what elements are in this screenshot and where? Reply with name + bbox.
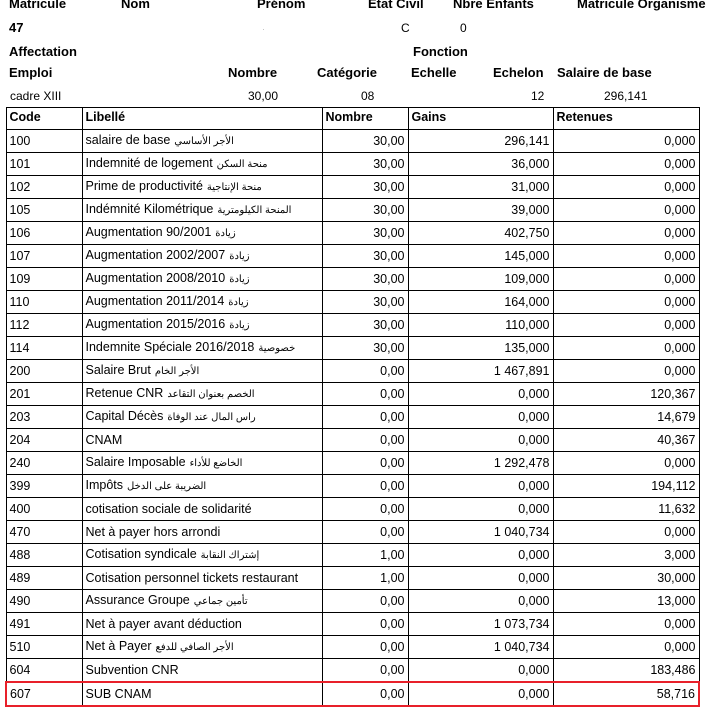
libelle-text: CNAM bbox=[85, 433, 123, 447]
table-row bbox=[6, 199, 699, 222]
libelle-text: Indémnité Kilométrique bbox=[85, 202, 214, 216]
libelle-arabic-text: زيادة bbox=[229, 274, 250, 285]
cell-libelle bbox=[82, 452, 322, 475]
cell-libelle bbox=[82, 176, 322, 199]
fonction-label: Fonction bbox=[413, 44, 468, 59]
cell-nombre: 1,00 bbox=[322, 544, 408, 567]
salaire-base-value: 296,141 bbox=[604, 89, 648, 103]
cell-code: 106 bbox=[6, 222, 82, 245]
cell-retenues: 194,112 bbox=[553, 475, 699, 498]
cell-libelle bbox=[82, 475, 322, 498]
cell-gains: 0,000 bbox=[408, 383, 553, 406]
cell-code: 607 bbox=[6, 682, 82, 706]
libelle-text: Cotisation personnel tickets restaurant bbox=[85, 571, 299, 585]
col-header-nombre: Nombre bbox=[322, 108, 408, 130]
cell-code: 491 bbox=[6, 613, 82, 636]
libelle-text: cotisation sociale de solidarité bbox=[85, 502, 252, 516]
cell-gains: 36,000 bbox=[408, 153, 553, 176]
libelle-text: Indemnité de logement bbox=[85, 156, 213, 170]
cell-retenues: 0,000 bbox=[553, 130, 699, 153]
cell-gains: 0,000 bbox=[408, 544, 553, 567]
libelle-text: Augmentation 2008/2010 bbox=[85, 271, 226, 285]
table-row bbox=[6, 429, 699, 452]
cell-code: 399 bbox=[6, 475, 82, 498]
cell-nombre: 0,00 bbox=[322, 498, 408, 521]
cell-libelle bbox=[82, 636, 322, 659]
cell-nombre: 0,00 bbox=[322, 521, 408, 544]
cell-nombre: 0,00 bbox=[322, 429, 408, 452]
libelle-arabic-text: الأجر الأساسي bbox=[174, 136, 234, 147]
cell-gains: 110,000 bbox=[408, 314, 553, 337]
cell-retenues: 0,000 bbox=[553, 613, 699, 636]
cell-code: 107 bbox=[6, 245, 82, 268]
cell-retenues: 0,000 bbox=[553, 153, 699, 176]
table-row bbox=[6, 475, 699, 498]
payslip-table bbox=[5, 107, 700, 707]
cell-gains: 296,141 bbox=[408, 130, 553, 153]
libelle-arabic-text: راس المال عند الوفاة bbox=[167, 412, 256, 423]
cell-libelle bbox=[82, 429, 322, 452]
cell-gains: 145,000 bbox=[408, 245, 553, 268]
cell-nombre: 30,00 bbox=[322, 245, 408, 268]
cell-code: 510 bbox=[6, 636, 82, 659]
cell-retenues: 40,367 bbox=[553, 429, 699, 452]
salaire-base-label: Salaire de base bbox=[557, 65, 652, 80]
emploi-value: cadre XIII bbox=[10, 89, 62, 103]
cell-code: 604 bbox=[6, 659, 82, 683]
libelle-text: Net à Payer bbox=[85, 639, 152, 653]
cell-retenues: 58,716 bbox=[553, 682, 699, 706]
cell-code: 488 bbox=[6, 544, 82, 567]
cell-libelle bbox=[82, 222, 322, 245]
table-row bbox=[6, 636, 699, 659]
cell-code: 240 bbox=[6, 452, 82, 475]
cell-gains: 1 467,891 bbox=[408, 360, 553, 383]
cell-libelle bbox=[82, 337, 322, 360]
libelle-text: Subvention CNR bbox=[85, 663, 179, 677]
cell-gains: 39,000 bbox=[408, 199, 553, 222]
libelle-arabic-text: خصوصية bbox=[258, 343, 296, 354]
cell-nombre: 1,00 bbox=[322, 567, 408, 590]
cell-retenues: 0,000 bbox=[553, 291, 699, 314]
cell-gains: 164,000 bbox=[408, 291, 553, 314]
table-row bbox=[6, 544, 699, 567]
table-row-highlighted bbox=[6, 682, 699, 706]
cell-nombre: 0,00 bbox=[322, 406, 408, 429]
table-row bbox=[6, 268, 699, 291]
cell-gains: 0,000 bbox=[408, 475, 553, 498]
cell-nombre: 30,00 bbox=[322, 314, 408, 337]
nbre-enfants-value: 0 bbox=[460, 21, 467, 35]
libelle-arabic-text: المنحة الكيلومترية bbox=[217, 205, 292, 216]
libelle-arabic-text: الخاضع للأداء bbox=[189, 458, 243, 469]
cell-retenues: 0,000 bbox=[553, 245, 699, 268]
matricule-organisme-label: Matricule Organisme bbox=[577, 0, 706, 11]
table-row bbox=[6, 659, 699, 683]
cell-gains: 0,000 bbox=[408, 498, 553, 521]
cell-libelle bbox=[82, 199, 322, 222]
cell-gains: 0,000 bbox=[408, 429, 553, 452]
cell-libelle bbox=[82, 268, 322, 291]
table-row bbox=[6, 245, 699, 268]
nbre-enfants-label: Nbre Enfants bbox=[453, 0, 534, 11]
cell-retenues: 183,486 bbox=[553, 659, 699, 683]
cell-gains: 0,000 bbox=[408, 567, 553, 590]
nom-label: Nom bbox=[121, 0, 150, 11]
prenom-label: Prénom bbox=[257, 0, 306, 11]
cell-libelle bbox=[82, 360, 322, 383]
libelle-text: Net à payer hors arrondi bbox=[85, 525, 221, 539]
libelle-text: Impôts bbox=[85, 478, 124, 492]
libelle-text: Salaire Brut bbox=[85, 363, 151, 377]
cell-retenues: 0,000 bbox=[553, 176, 699, 199]
libelle-text: Salaire Imposable bbox=[85, 455, 186, 469]
cell-code: 400 bbox=[6, 498, 82, 521]
cell-nombre: 0,00 bbox=[322, 383, 408, 406]
table-row bbox=[6, 314, 699, 337]
cell-gains: 0,000 bbox=[408, 590, 553, 613]
table-row bbox=[6, 360, 699, 383]
cell-libelle bbox=[82, 613, 322, 636]
cell-retenues: 0,000 bbox=[553, 636, 699, 659]
nombre-value: 30,00 bbox=[248, 89, 279, 103]
libelle-text: Retenue CNR bbox=[85, 386, 164, 400]
libelle-arabic-text: منحة السكن bbox=[216, 159, 268, 170]
cell-code: 102 bbox=[6, 176, 82, 199]
cell-gains: 1 292,478 bbox=[408, 452, 553, 475]
matricule-value: 47 bbox=[9, 20, 24, 35]
table-row bbox=[6, 176, 699, 199]
libelle-text: Augmentation 90/2001 bbox=[85, 225, 212, 239]
libelle-arabic-text: إشتراك النقابة bbox=[200, 550, 260, 561]
cell-nombre: 30,00 bbox=[322, 222, 408, 245]
table-row bbox=[6, 498, 699, 521]
cell-retenues: 13,000 bbox=[553, 590, 699, 613]
cell-code: 201 bbox=[6, 383, 82, 406]
cell-gains: 0,000 bbox=[408, 682, 553, 706]
libelle-text: Indemnite Spéciale 2016/2018 bbox=[85, 340, 255, 354]
cell-libelle bbox=[82, 590, 322, 613]
cell-libelle bbox=[82, 314, 322, 337]
cell-code: 109 bbox=[6, 268, 82, 291]
cell-code: 105 bbox=[6, 199, 82, 222]
libelle-text: Net à payer avant déduction bbox=[85, 617, 242, 631]
categorie-value: 08 bbox=[361, 89, 375, 103]
libelle-arabic-text: الخصم بعنوان التقاعد bbox=[167, 389, 255, 400]
table-row bbox=[6, 291, 699, 314]
cell-nombre: 0,00 bbox=[322, 452, 408, 475]
cell-nombre: 30,00 bbox=[322, 130, 408, 153]
libelle-text: Augmentation 2011/2014 bbox=[85, 294, 225, 308]
echelle-label: Echelle bbox=[411, 65, 457, 80]
cell-nombre: 0,00 bbox=[322, 360, 408, 383]
col-header-gains: Gains bbox=[408, 108, 553, 130]
cell-retenues: 120,367 bbox=[553, 383, 699, 406]
table-row bbox=[6, 130, 699, 153]
cell-nombre: 30,00 bbox=[322, 268, 408, 291]
cell-retenues: 11,632 bbox=[553, 498, 699, 521]
table-row bbox=[6, 406, 699, 429]
cell-retenues: 14,679 bbox=[553, 406, 699, 429]
cell-gains: 1 040,734 bbox=[408, 521, 553, 544]
cell-libelle bbox=[82, 659, 322, 683]
libelle-text: salaire de base bbox=[85, 133, 171, 147]
libelle-arabic-text: زيادة bbox=[229, 320, 250, 331]
libelle-arabic-text: الأجر الخام bbox=[154, 366, 200, 377]
cell-nombre: 30,00 bbox=[322, 199, 408, 222]
cell-libelle bbox=[82, 291, 322, 314]
cell-retenues: 0,000 bbox=[553, 360, 699, 383]
nombre-label: Nombre bbox=[228, 65, 278, 80]
cell-code: 204 bbox=[6, 429, 82, 452]
cell-libelle bbox=[82, 245, 322, 268]
cell-retenues: 3,000 bbox=[553, 544, 699, 567]
cell-retenues: 0,000 bbox=[553, 199, 699, 222]
cell-gains: 31,000 bbox=[408, 176, 553, 199]
cell-code: 489 bbox=[6, 567, 82, 590]
cell-retenues: 0,000 bbox=[553, 222, 699, 245]
cell-libelle bbox=[82, 383, 322, 406]
col-header-retenues: Retenues bbox=[553, 108, 699, 130]
cell-gains: 109,000 bbox=[408, 268, 553, 291]
table-row bbox=[6, 613, 699, 636]
cell-libelle bbox=[82, 544, 322, 567]
libelle-arabic-text: تأمين جماعي bbox=[193, 596, 248, 607]
cell-code: 490 bbox=[6, 590, 82, 613]
cell-retenues: 0,000 bbox=[553, 521, 699, 544]
cell-gains: 402,750 bbox=[408, 222, 553, 245]
libelle-text: Assurance Groupe bbox=[85, 593, 190, 607]
table-row bbox=[6, 590, 699, 613]
cell-gains: 0,000 bbox=[408, 406, 553, 429]
libelle-text: Augmentation 2002/2007 bbox=[85, 248, 226, 262]
cell-libelle bbox=[82, 498, 322, 521]
cell-retenues: 30,000 bbox=[553, 567, 699, 590]
categorie-label: Catégorie bbox=[317, 65, 377, 80]
emploi-label: Emploi bbox=[9, 65, 53, 80]
table-row bbox=[6, 222, 699, 245]
cell-nombre: 30,00 bbox=[322, 291, 408, 314]
table-row bbox=[6, 452, 699, 475]
table-header-row bbox=[6, 108, 699, 130]
cell-nombre: 30,00 bbox=[322, 176, 408, 199]
libelle-text: Augmentation 2015/2016 bbox=[85, 317, 226, 331]
cell-retenues: 0,000 bbox=[553, 314, 699, 337]
libelle-arabic-text: زيادة bbox=[215, 228, 236, 239]
matricule-label: Matricule bbox=[9, 0, 67, 11]
cell-libelle bbox=[82, 567, 322, 590]
cell-gains: 1 040,734 bbox=[408, 636, 553, 659]
cell-nombre: 0,00 bbox=[322, 682, 408, 706]
libelle-arabic-text: الضريبة على الدخل bbox=[127, 481, 207, 492]
echelon-value: 12 bbox=[531, 89, 545, 103]
col-header-libelle: Libellé bbox=[82, 108, 322, 130]
cell-gains: 0,000 bbox=[408, 659, 553, 683]
dot-mark: · bbox=[262, 24, 265, 34]
echelon-label: Echelon bbox=[493, 65, 544, 80]
libelle-text: Cotisation syndicale bbox=[85, 547, 197, 561]
cell-libelle bbox=[82, 521, 322, 544]
cell-code: 101 bbox=[6, 153, 82, 176]
cell-nombre: 0,00 bbox=[322, 659, 408, 683]
cell-code: 112 bbox=[6, 314, 82, 337]
cell-libelle bbox=[82, 682, 322, 706]
table-row bbox=[6, 383, 699, 406]
table-row bbox=[6, 337, 699, 360]
cell-code: 200 bbox=[6, 360, 82, 383]
cell-gains: 135,000 bbox=[408, 337, 553, 360]
cell-retenues: 0,000 bbox=[553, 452, 699, 475]
cell-nombre: 30,00 bbox=[322, 337, 408, 360]
libelle-text: Capital Décès bbox=[85, 409, 164, 423]
cell-code: 203 bbox=[6, 406, 82, 429]
cell-nombre: 0,00 bbox=[322, 613, 408, 636]
cell-libelle bbox=[82, 153, 322, 176]
cell-retenues: 0,000 bbox=[553, 268, 699, 291]
cell-nombre: 30,00 bbox=[322, 153, 408, 176]
table-row bbox=[6, 521, 699, 544]
libelle-arabic-text: زيادة bbox=[228, 297, 249, 308]
libelle-text: Prime de productivité bbox=[85, 179, 203, 193]
table-row bbox=[6, 153, 699, 176]
cell-libelle bbox=[82, 130, 322, 153]
cell-nombre: 0,00 bbox=[322, 636, 408, 659]
cell-code: 110 bbox=[6, 291, 82, 314]
libelle-arabic-text: زيادة bbox=[229, 251, 250, 262]
cell-code: 470 bbox=[6, 521, 82, 544]
libelle-arabic-text: منحة الإنتاجية bbox=[206, 182, 262, 193]
libelle-arabic-text: الأجر الصافي للدفع bbox=[155, 642, 234, 653]
col-header-code: Code bbox=[6, 108, 82, 130]
table-row bbox=[6, 567, 699, 590]
etat-civil-label: Etat Civil bbox=[368, 0, 424, 11]
cell-nombre: 0,00 bbox=[322, 590, 408, 613]
cell-gains: 1 073,734 bbox=[408, 613, 553, 636]
affectation-label: Affectation bbox=[9, 44, 77, 59]
cell-retenues: 0,000 bbox=[553, 337, 699, 360]
cell-libelle bbox=[82, 406, 322, 429]
etat-civil-value: C bbox=[401, 21, 410, 35]
cell-nombre: 0,00 bbox=[322, 475, 408, 498]
cell-code: 114 bbox=[6, 337, 82, 360]
cell-code: 100 bbox=[6, 130, 82, 153]
libelle-text: SUB CNAM bbox=[85, 687, 152, 701]
